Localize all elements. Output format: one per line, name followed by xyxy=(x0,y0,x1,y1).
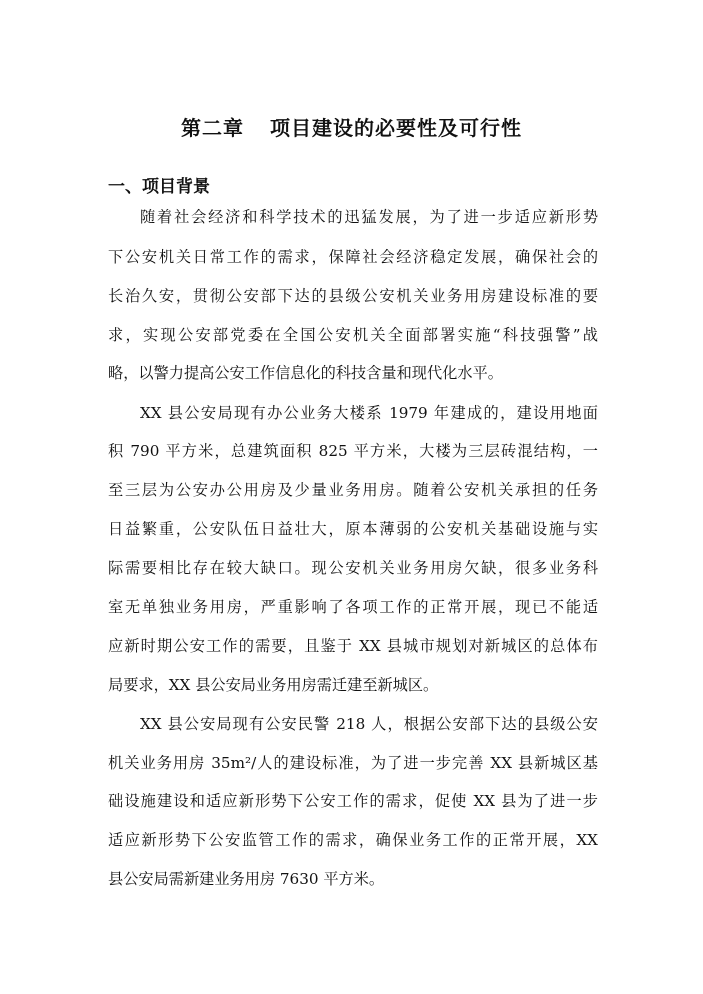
paragraph-2-line-5: 际需要相比存在较大缺口。现公安机关业务用房欠缺，很多业务科 xyxy=(108,559,598,577)
paragraph-1-line-3: 长治久安，贯彻公安部下达的县级公安机关业务用房建设标准的要 xyxy=(108,287,598,305)
paragraph-3-line-2: 机关业务用房 35m²/人的建设标准，为了进一步完善 XX 县新城区基 xyxy=(108,754,598,772)
paragraph-2-line-6: 室无单独业务用房，严重影响了各项工作的正常开展，现已不能适 xyxy=(108,598,598,616)
section-heading: 一、项目背景 xyxy=(108,177,210,197)
paragraph-2-line-3: 至三层为公安办公用房及少量业务用房。随着公安机关承担的任务 xyxy=(108,481,598,499)
chapter-number: 第二章 xyxy=(181,116,244,140)
paragraph-2-line-7: 应新时期公安工作的需要，且鉴于 XX 县城市规划对新城区的总体布 xyxy=(108,637,598,655)
paragraph-3-line-4: 适应新形势下公安监管工作的需求，确保业务工作的正常开展，XX xyxy=(108,831,598,849)
paragraph-1-line-2: 下公安机关日常工作的需求，保障社会经济稳定发展，确保社会的 xyxy=(108,248,598,266)
paragraph-2-line-2: 积 790 平方米，总建筑面积 825 平方米，大楼为三层砖混结构，一 xyxy=(108,442,598,460)
paragraph-2-line-4: 日益繁重，公安队伍日益壮大，原本薄弱的公安机关基础设施与实 xyxy=(108,520,598,538)
chapter-title-text: 项目建设的必要性及可行性 xyxy=(270,116,522,140)
paragraph-1-line-1: 随着社会经济和科学技术的迅猛发展，为了进一步适应新形势 xyxy=(140,208,598,226)
paragraph-3-line-3: 础设施建设和适应新形势下公安工作的需求，促使 XX 县为了进一步 xyxy=(108,792,598,810)
paragraph-2-line-8: 局要求，XX 县公安局业务用房需迁建至新城区。 xyxy=(108,676,439,694)
paragraph-3-line-1: XX 县公安局现有公安民警 218 人，根据公安部下达的县级公安 xyxy=(140,715,598,733)
chapter-title xyxy=(0,112,703,141)
paragraph-2-line-1: XX 县公安局现有办公业务大楼系 1979 年建成的，建设用地面 xyxy=(140,404,598,422)
paragraph-1-line-5: 略，以警力提高公安工作信息化的科技含量和现代化水平。 xyxy=(108,364,503,382)
paragraph-3-line-5: 县公安局需新建业务用房 7630 平方米。 xyxy=(108,870,385,888)
paragraph-1-line-4: 求，实现公安部党委在全国公安机关全面部署实施“科技强警”战 xyxy=(108,326,598,344)
